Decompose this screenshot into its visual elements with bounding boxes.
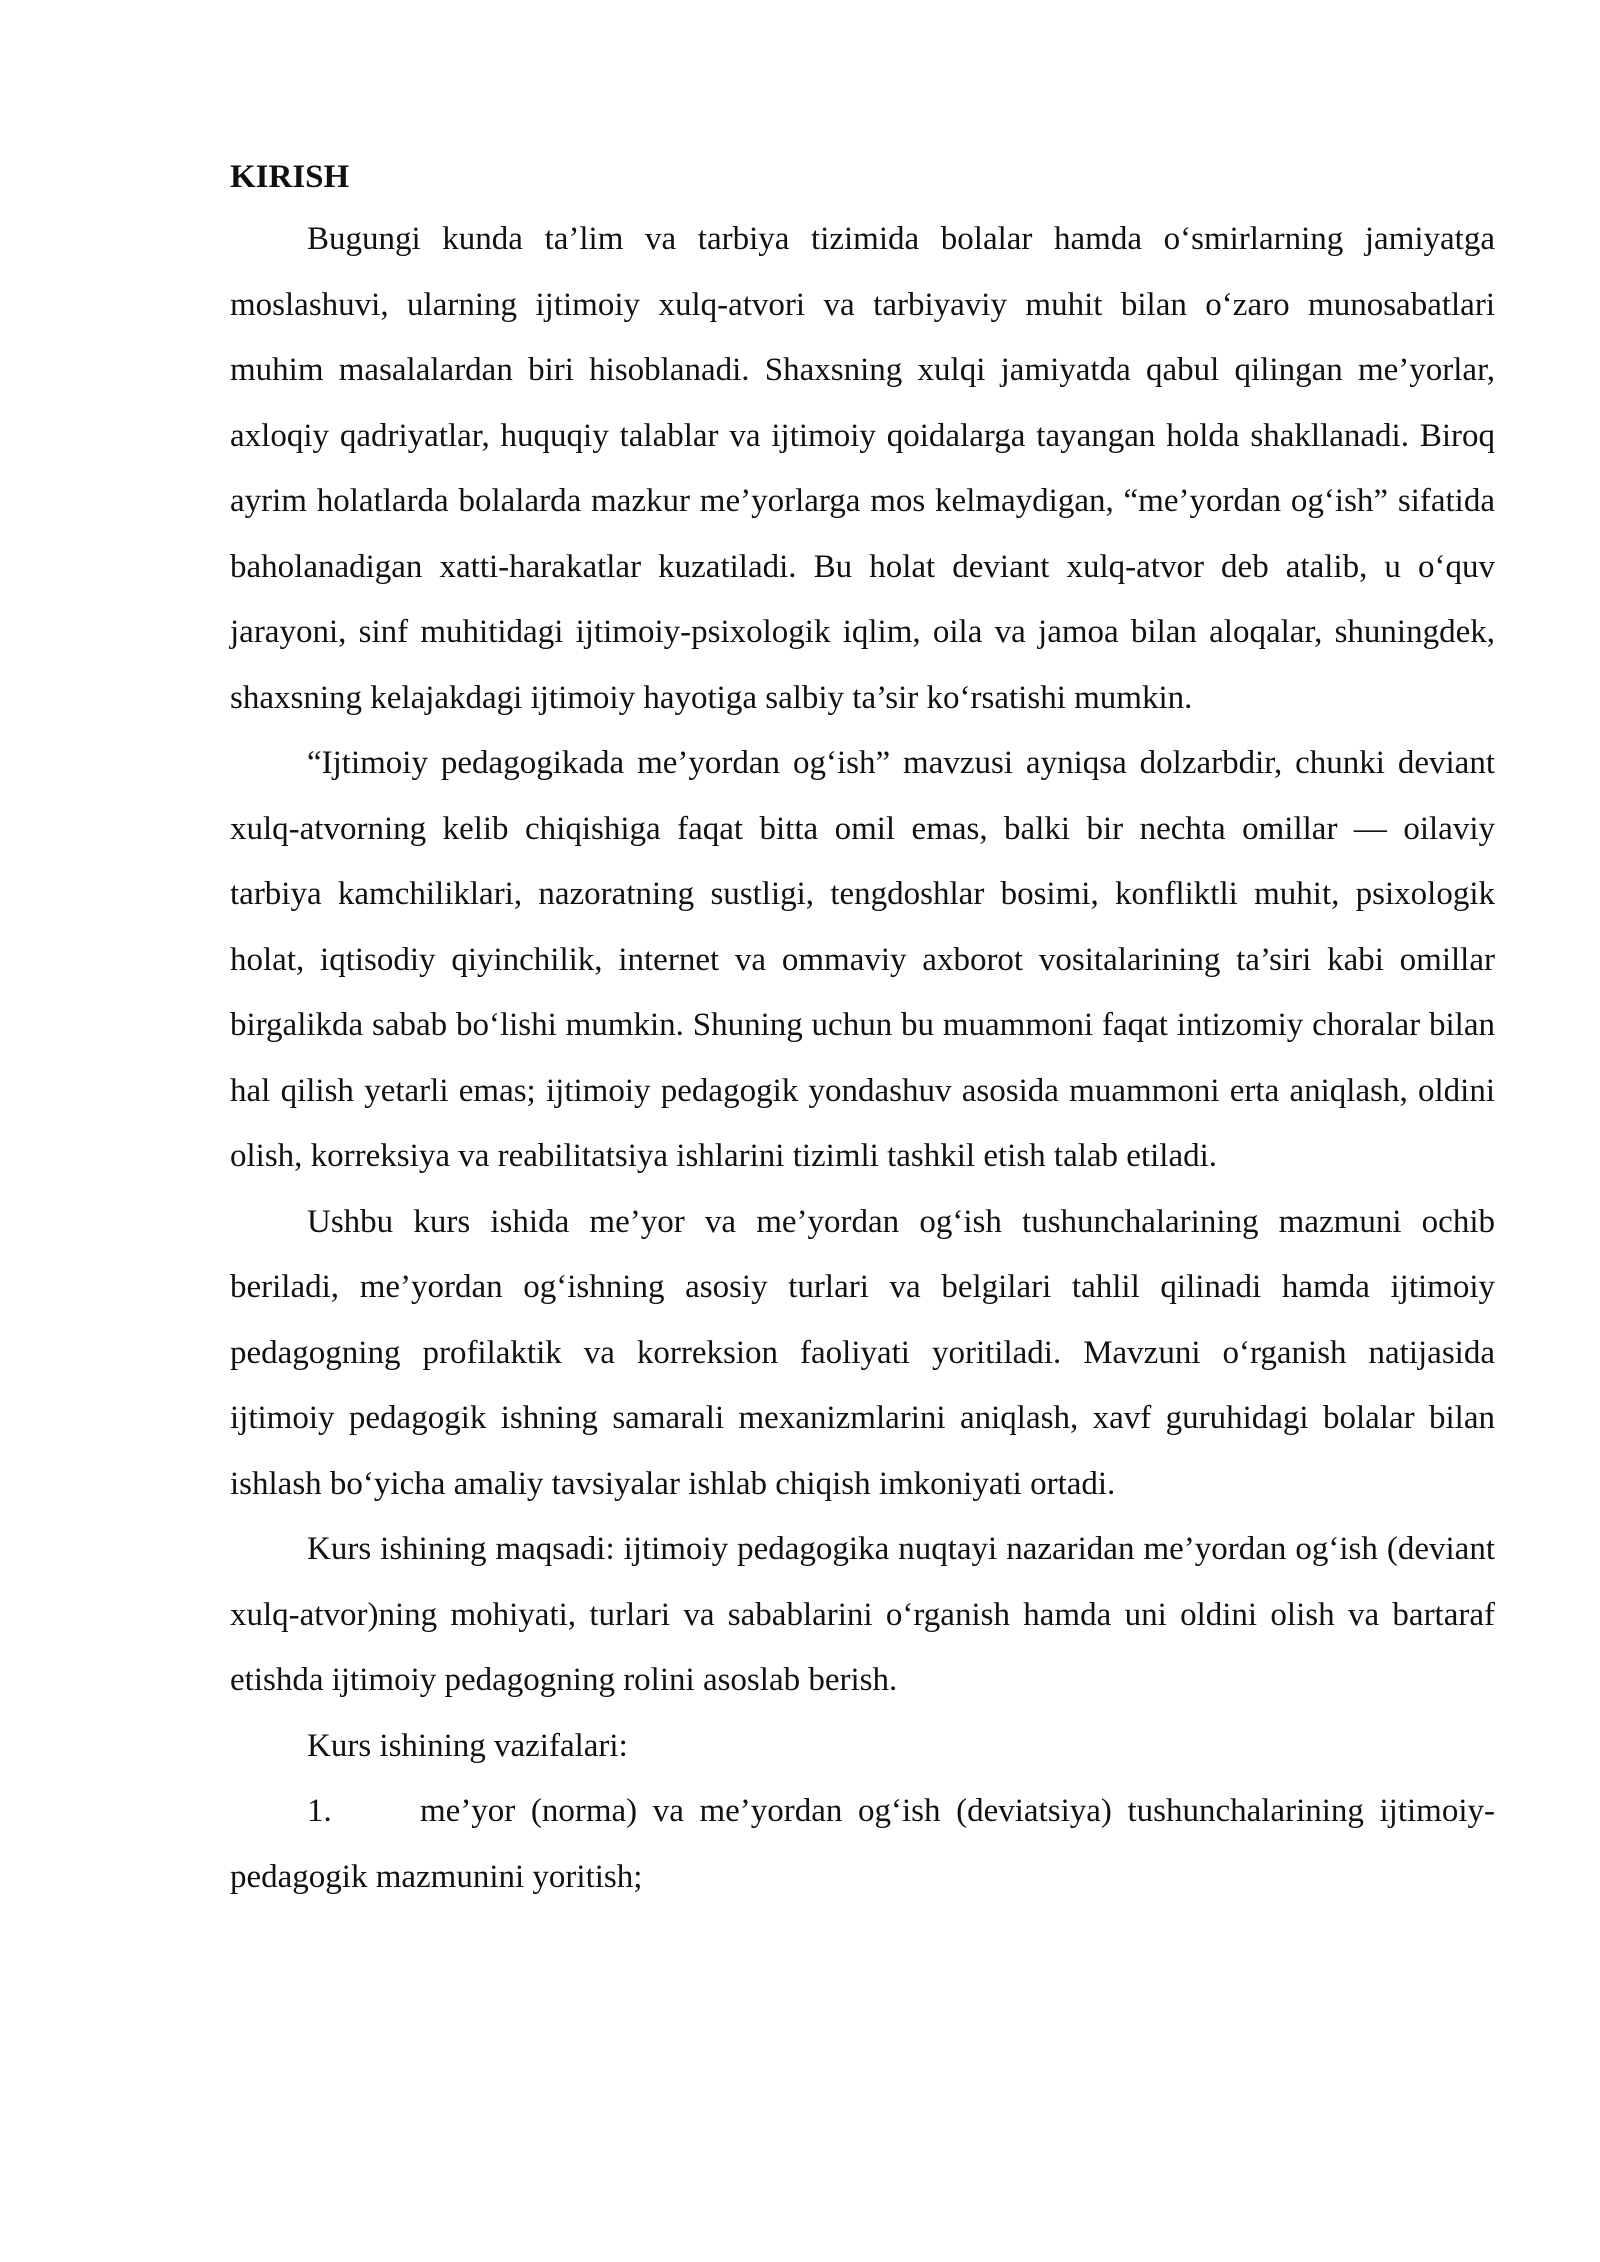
paragraph-tasks-heading: Kurs ishining vazifalari: (307, 1727, 628, 1764)
paragraph-intro: Bugungi kunda ta’lim va tarbiya tizimida bolalar hamda o‘smirlarning jamiyatga moslashuvi, ularning ijtimoiy xulq-atvori va tarbiyaviy muhit bilan o‘zaro munosabatlari muhim masalalardan biri hisoblanadi. Shaxsning xulqi jamiyatda qabul qilingan me’yorlar, axloqiy qadriyatlar, huquqiy talablar va ijtimoiy qoidalarga tayangan holda shakllanadi. Biroq ayrim holatlarda bolalarda mazkur me’yorlarga mos kelmaydigan, “me’yordan og‘ish” sifatida baholanadigan xatti-harakatlar kuzatiladi. Bu holat deviant xulq-atvor deb atalib, u o‘quv jarayoni, sinf muhitidagi ijtimoiy-psixologik iqlim, oila va jamoa bilan aloqalar, shuningdek, shaxsning kelajakdagi ijtimoiy hayotiga salbiy ta’sir ko‘rsatishi mumkin. (230, 221, 1495, 716)
paragraph-scope: Ushbu kurs ishida me’yor va me’yordan og‘ish tushunchalarining mazmuni ochib beriladi, me’yordan og‘ishning asosiy turlari va belgilari tahlil qilinadi hamda ijtimoiy pedagogning profilaktik va korreksion faoliyati yoritiladi. Mavzuni o‘rganish natijasida ijtimoiy pedagogik ishning samarali mexanizmlarini aniqlash, xavf guruhidagi bolalar bilan ishlash bo‘yicha amaliy tavsiyalar ishlab chiqish imkoniyati ortadi. (230, 1203, 1495, 1502)
document-page (230, 150, 1495, 1910)
list-item (230, 1779, 1495, 1910)
list-item-text: me’yor (norma) va me’yordan og‘ish (deviatsiya) tushunchalarining ijtimoiy-pedagogik mazmunini yoritish; (230, 1793, 1495, 1895)
paragraph-goal: Kurs ishining maqsadi: ijtimoiy pedagogika nuqtayi nazaridan me’yordan og‘ish (deviant xulq-atvor)ning mohiyati, turlari va sabablarini o‘rganish hamda uni oldini olish va bartaraf etishda ijtimoiy pedagogning rolini asoslab berish. (230, 1531, 1495, 1698)
paragraph-relevance: “Ijtimoiy pedagogikada me’yordan og‘ish” mavzusi ayniqsa dolzarbdir, chunki deviant xulq-atvorning kelib chiqishiga faqat bitta omil emas, balki bir nechta omillar — oilaviy tarbiya kamchiliklari, nazoratning sustligi, tengdoshlar bosimi, konfliktli muhit, psixologik holat, iqtisodiy qiyinchilik, internet va ommaviy axborot vositalarining ta’siri kabi omillar birgalikda sabab bo‘lishi mumkin. Shuning uchun bu muammoni faqat intizomiy choralar bilan hal qilish yetarli emas; ijtimoiy pedagogik yondashuv asosida muammoni erta aniqlash, oldini olish, korreksiya va reabilitatsiya ishlarini tizimli tashkil etish talab etiladi. (230, 745, 1495, 1174)
list-item-number: 1. (307, 1793, 332, 1829)
section-heading: KIRISH (230, 159, 350, 195)
